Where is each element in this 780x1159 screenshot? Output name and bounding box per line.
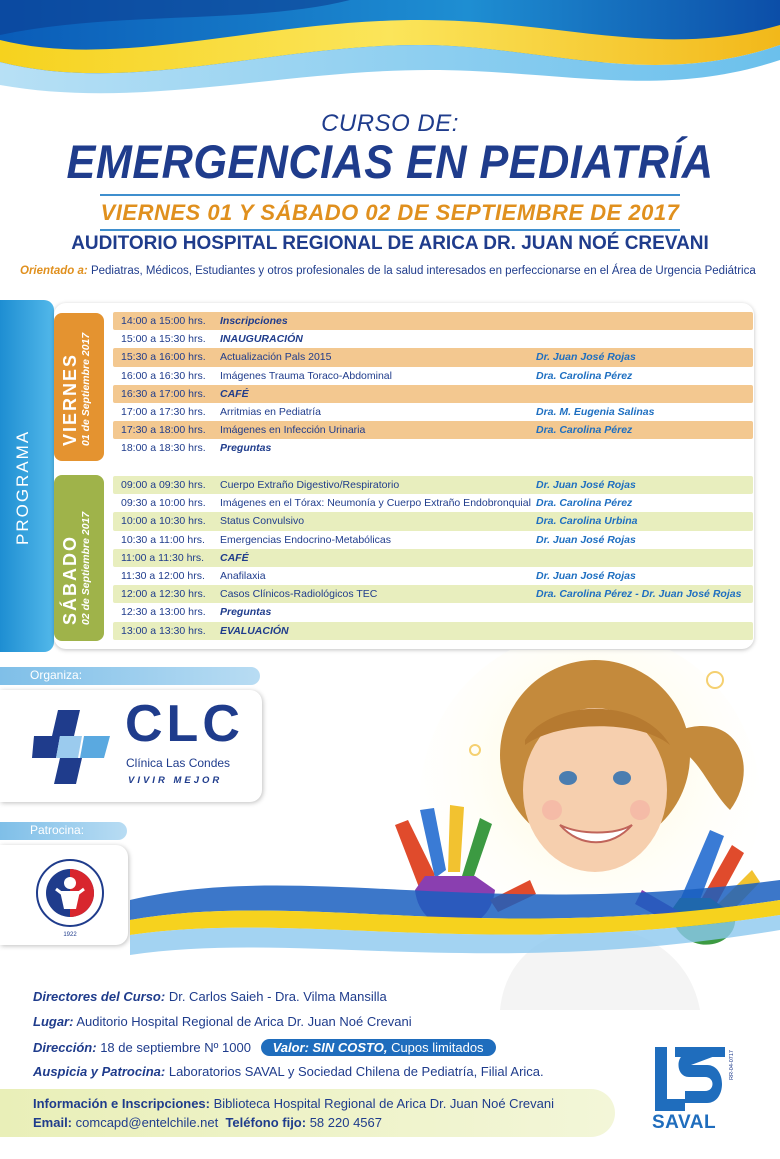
schedule-speaker: Dr. Juan José Rojas [536, 479, 636, 491]
valor-badge [261, 1039, 496, 1056]
patrocina-label: Patrocina: [0, 822, 127, 840]
saturday-date: 02 de Septiembre 2017 [80, 511, 92, 625]
audience-text: Pediatras, Médicos, Estudiantes y otros profesionales de la salud interesados en perfeccionarse en el Área de Urgencia Pediátrica [90, 265, 756, 277]
schedule-time-unit: hrs. [187, 533, 205, 546]
schedule-activity: Preguntas [220, 442, 272, 455]
schedule-activity: Anafilaxia [220, 569, 266, 582]
schedule-speaker: Dra. M. Eugenia Salinas [536, 405, 655, 418]
course-label: CURSO DE: [321, 110, 459, 137]
info-value: Biblioteca Hospital Regional de Arica Dr. Juan Noé Crevani [213, 1096, 554, 1111]
schedule-time [121, 406, 206, 418]
schedule-time [121, 515, 206, 527]
schedule-speaker: Dra. Carolina Pérez [536, 497, 633, 510]
schedule-time-unit: hrs. [188, 405, 206, 418]
schedule-time-range: 10:30 a 11:00 [121, 533, 185, 546]
auspicia-label: Auspicia y Patrocina: [33, 1064, 166, 1079]
info-line [33, 1096, 554, 1111]
schedule-activity: Inscripciones [220, 315, 288, 327]
schedule-speaker: Dra. Carolina Pérez [536, 424, 633, 437]
direccion-line [33, 1039, 496, 1056]
schedule-activity: Imágenes en el Tórax: Neumonía y Cuerpo Extraño Endobronquial [220, 497, 531, 510]
schedule-time-range: 14:00 a 15:00 [121, 315, 186, 327]
schedule-row [113, 549, 753, 567]
schedule-time-unit: hrs. [188, 588, 206, 601]
schedule-time-unit: hrs. [188, 387, 206, 400]
friday-tab [54, 313, 104, 461]
schedule-row [113, 348, 753, 366]
saturday-day: SÁBADO [60, 534, 80, 625]
reference-code: RR-04-0717 [729, 1050, 735, 1080]
clc-full-name: Clínica Las Condes [126, 756, 231, 770]
schedule-activity: CAFÉ [220, 551, 249, 564]
friday-day: VIERNES [60, 352, 80, 446]
schedule-time-unit: hrs. [188, 442, 206, 455]
schedule-time-range: 15:00 a 15:30 [121, 333, 186, 346]
schedule-activity: Cuerpo Extraño Digestivo/Respiratorio [220, 479, 400, 491]
schedule-time-unit: hrs. [187, 569, 205, 582]
schedule-activity: Casos Clínicos-Radiológicos TEC [220, 588, 378, 601]
schedule-time-unit: hrs. [188, 479, 206, 491]
schedule-time [121, 479, 206, 491]
schedule-time-range: 11:30 a 12:00 [121, 569, 185, 582]
clc-logo-text: CLC [125, 695, 244, 753]
schedule-time-unit: hrs. [188, 333, 206, 346]
schedule-time [121, 588, 206, 600]
organiza-label: Organiza: [0, 667, 260, 685]
valor-note: Cupos limitados [391, 1040, 484, 1055]
lugar-value: Auditorio Hospital Regional de Arica Dr. Juan Noé Crevani [76, 1014, 412, 1029]
schedule-row [113, 385, 753, 403]
direccion-value: 18 de septiembre Nº 1000 [100, 1040, 251, 1055]
friday-date: 01 de Septiembre 2017 [80, 332, 92, 446]
schedule-time [121, 333, 206, 345]
friday-label-group [61, 333, 92, 446]
saturday-schedule [113, 476, 753, 640]
schedule-speaker: Dra. Carolina Pérez - Dr. Juan José Rojas [536, 588, 742, 601]
schedule-activity: Imágenes Trauma Toraco-Abdominal [220, 369, 392, 382]
schedule-time [121, 570, 205, 582]
title-divider-top [100, 194, 680, 196]
program-label: PROGRAMA [13, 429, 32, 545]
schedule-row [113, 476, 753, 494]
friday-schedule [113, 312, 753, 458]
title-divider-bottom [100, 229, 680, 231]
bottom-wave-graphic [0, 860, 780, 990]
schedule-time-unit: hrs. [188, 606, 206, 619]
audience-line [20, 265, 780, 277]
schedule-time-range: 17:00 a 17:30 [121, 405, 186, 418]
valor-label: Valor: [272, 1040, 309, 1055]
schedule-time [121, 625, 206, 637]
schedule-time-range: 09:00 a 09:30 [121, 479, 186, 491]
valor-value: SIN COSTO, [312, 1040, 388, 1055]
schedule-time-range: 12:00 a 12:30 [121, 588, 186, 601]
schedule-time [121, 552, 204, 564]
schedule-activity: Imágenes en Infección Urinaria [220, 424, 366, 437]
schedule-time-range: 12:30 a 13:00 [121, 606, 186, 619]
schedule-time-range: 15:30 a 16:00 [121, 351, 186, 364]
saval-logo-icon [655, 1047, 725, 1111]
schedule-time-unit: hrs. [188, 515, 206, 528]
info-label: Información e Inscripciones: [33, 1096, 210, 1111]
schedule-time-unit: hrs. [188, 624, 206, 637]
schedule-row [113, 531, 753, 549]
schedule-time-range: 18:00 a 18:30 [121, 442, 186, 455]
schedule-activity: EVALUACIÓN [220, 624, 289, 637]
email-value[interactable]: comcapd@entelchile.net [75, 1115, 219, 1130]
schedule-time [121, 370, 206, 382]
schedule-row [113, 439, 753, 457]
lugar-label: Lugar: [33, 1014, 74, 1029]
phone-label: Teléfono fijo: [225, 1115, 307, 1130]
schedule-time [121, 351, 206, 363]
schedule-time-range: 17:30 a 18:00 [121, 424, 186, 437]
schedule-row [113, 403, 753, 421]
schedule-time-range: 13:00 a 13:30 [121, 624, 186, 637]
schedule-activity: Arritmias en Pediatría [220, 405, 321, 418]
schedule-speaker: Dra. Carolina Urbina [536, 515, 638, 528]
auspicia-line [33, 1064, 544, 1079]
directores-label: Directores del Curso: [33, 989, 166, 1004]
directores-line [33, 989, 387, 1004]
saval-wordmark: SAVAL [652, 1112, 717, 1133]
schedule-time-unit: hrs. [188, 424, 206, 437]
schedule-time [121, 442, 206, 454]
schedule-speaker: Dr. Juan José Rojas [536, 533, 636, 546]
schedule-row [113, 494, 753, 512]
saturday-tab [54, 475, 104, 641]
schedule-time-unit: hrs. [188, 351, 206, 364]
schedule-time-range: 10:00 a 10:30 [121, 515, 186, 528]
schedule-speaker: Dr. Juan José Rojas [536, 351, 636, 364]
schedule-time-range: 09:30 a 10:00 [121, 497, 186, 510]
schedule-time-range: 11:00 a 11:30 [121, 551, 184, 564]
phone-value: 58 220 4567 [309, 1115, 382, 1130]
schedule-row [113, 603, 753, 621]
schedule-row [113, 312, 753, 330]
schedule-activity: Preguntas [220, 606, 272, 619]
schedule-activity: INAUGURACIÓN [220, 333, 303, 346]
schedule-time [121, 424, 206, 436]
page-title: EMERGENCIAS EN PEDIATRÍA [66, 135, 714, 188]
schedule-time [121, 315, 206, 327]
schedule-time-range: 16:30 a 17:00 [121, 387, 186, 400]
audience-label: Orientado a: [20, 265, 88, 277]
schedule-row [113, 585, 753, 603]
lugar-line [33, 1014, 412, 1029]
direccion-label: Dirección: [33, 1040, 97, 1055]
schedule-activity: Actualización Pals 2015 [220, 351, 332, 364]
saturday-label-group [61, 512, 92, 625]
schedule-time [121, 497, 206, 509]
schedule-row [113, 622, 753, 640]
clc-tagline: VIVIR MEJOR [128, 775, 223, 786]
contact-line [33, 1115, 382, 1130]
event-dates: VIERNES 01 Y SÁBADO 02 DE SEPTIEMBRE DE 2017 [100, 200, 680, 225]
schedule-time-unit: hrs. [188, 369, 206, 382]
schedule-row [113, 567, 753, 585]
schedule-activity: Status Convulsivo [220, 515, 305, 528]
schedule-activity: Emergencias Endocrino-Metabólicas [220, 533, 391, 546]
auspicia-value: Laboratorios SAVAL y Sociedad Chilena de Pediatría, Filial Arica. [168, 1064, 544, 1079]
sochipe-year: 1922 [63, 932, 77, 938]
schedule-row [113, 421, 753, 439]
schedule-row [113, 330, 753, 348]
schedule-activity: CAFÉ [220, 387, 249, 400]
schedule-time [121, 388, 206, 400]
schedule-time-unit: hrs. [188, 497, 206, 510]
directores-value: Dr. Carlos Saieh - Dra. Vilma Mansilla [168, 989, 387, 1004]
schedule-row [113, 512, 753, 530]
schedule-speaker: Dr. Juan José Rojas [536, 569, 636, 582]
schedule-time-unit: hrs. [186, 551, 205, 564]
schedule-time-range: 16:00 a 16:30 [121, 369, 186, 382]
schedule-time [121, 606, 206, 618]
email-label: Email: [33, 1115, 73, 1130]
clc-cross-icon [30, 706, 112, 788]
schedule-time-unit: hrs. [188, 315, 206, 327]
schedule-row [113, 367, 753, 385]
header-wave-graphic [0, 0, 780, 110]
schedule-time [121, 534, 205, 546]
schedule-speaker: Dra. Carolina Pérez [536, 369, 633, 382]
event-venue: AUDITORIO HOSPITAL REGIONAL DE ARICA DR. JUAN NOÉ CREVANI [71, 233, 709, 254]
